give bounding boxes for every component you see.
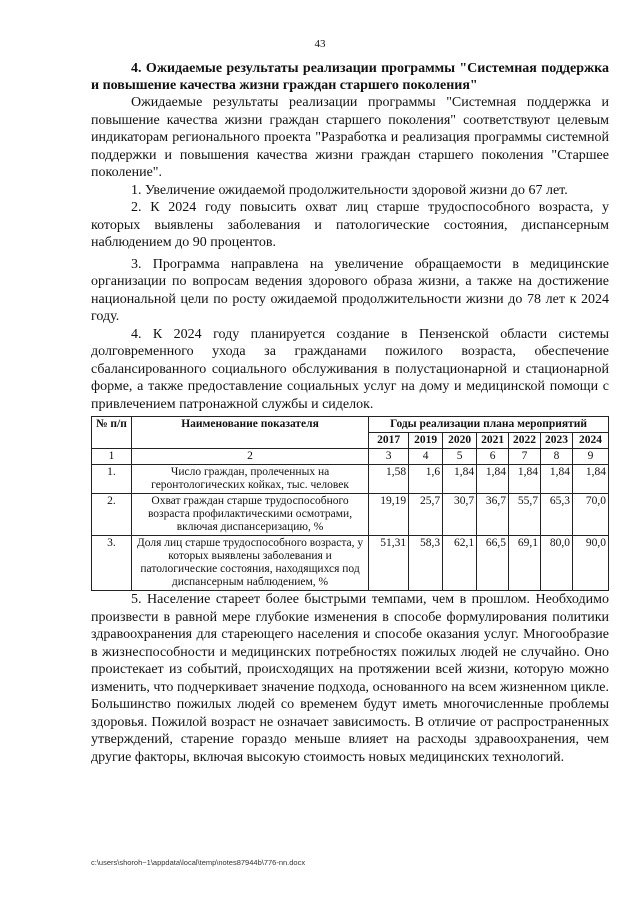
year-cell: 2022: [509, 433, 541, 449]
page-number: 43: [314, 38, 326, 50]
value-cell: 1,84: [541, 465, 573, 494]
value-cell: 1,6: [409, 465, 443, 494]
header-name: Наименование показателя: [131, 417, 368, 449]
file-path-footer: c:\users\shoroh~1\appdata\local\temp\notes87944b\776-nn.docx: [91, 858, 306, 867]
indicators-table: [91, 416, 609, 591]
value-cell: 69,1: [509, 536, 541, 591]
header-num: № п/п: [92, 417, 132, 449]
index-row: [92, 449, 609, 465]
index-cell: 1: [92, 449, 132, 465]
index-cell: 7: [509, 449, 541, 465]
index-cell: 4: [409, 449, 443, 465]
year-cell: 2024: [572, 433, 608, 449]
table-row: [92, 494, 609, 536]
row-name: Доля лиц старше трудоспособного возраста, у которых выявлены заболевания и патологические состояния, находящихся под диспансерным наблюдением, %: [131, 536, 368, 591]
year-cell: 2020: [443, 433, 477, 449]
value-cell: 90,0: [572, 536, 608, 591]
row-num: 2.: [92, 494, 132, 536]
value-cell: 62,1: [443, 536, 477, 591]
index-cell: 9: [572, 449, 608, 465]
value-cell: 80,0: [541, 536, 573, 591]
value-cell: 58,3: [409, 536, 443, 591]
value-cell: 36,7: [477, 494, 509, 536]
index-cell: 3: [369, 449, 409, 465]
row-num: 1.: [92, 465, 132, 494]
document-body: [91, 60, 609, 766]
item-1: 1. Увеличение ожидаемой продолжительности здоровой жизни до 67 лет.: [131, 182, 568, 198]
value-cell: 1,58: [369, 465, 409, 494]
item-2: 2. К 2024 году повысить охват лиц старше трудоспособного возраста, у которых выявлены заболевания и патологические состояния, диспансерным наблюдением до 90 процентов.: [91, 200, 609, 250]
value-cell: 1,84: [509, 465, 541, 494]
final-paragraph: 5. Население стареет более быстрыми темпами, чем в прошлом. Необходимо произвести в равной мере глубокие изменения в способе формулирования политики здравоохранения для стареющего населения и способе оказания услуг. Многообразие в жизнеспособности и медицинских потребностях пожилых людей не случайно. Оно проистекает из событий, происходящих на протяжении всей жизни, которую можно изменить, что подчеркивает значение подхода, основанного на всем жизненном цикле. Большинство пожилых людей со временем будут иметь многочисленные проблемы здоровья. Пожилой возраст не означает зависимость. В отличие от распространенных утверждений, старение гораздо меньше влияет на расходы здравоохранения, чем другие факторы, включая высокую стоимость новых медицинских технологий.: [91, 592, 609, 765]
table-row: [92, 465, 609, 494]
value-cell: 25,7: [409, 494, 443, 536]
row-name: Охват граждан старше трудоспособного возраста профилактическими осмотрами, включая диспансеризацию, %: [131, 494, 368, 536]
index-cell: 8: [541, 449, 573, 465]
value-cell: 51,31: [369, 536, 409, 591]
value-cell: 1,84: [572, 465, 608, 494]
row-num: 3.: [92, 536, 132, 591]
value-cell: 55,7: [509, 494, 541, 536]
index-cell: 2: [131, 449, 368, 465]
table-row: [92, 536, 609, 591]
header-years: Годы реализации плана мероприятий: [369, 417, 609, 433]
year-cell: 2019: [409, 433, 443, 449]
index-cell: 6: [477, 449, 509, 465]
item-3: 3. Программа направлена на увеличение обращаемости в медицинские организации по вопросам ведения здорового образа жизни, а также на достижение национальной цели по росту ожидаемой продолжительности жизни до 78 лет к 2024 году.: [91, 256, 609, 324]
value-cell: 19,19: [369, 494, 409, 536]
row-name: Число граждан, пролеченных на геронтологических койках, тыс. человек: [131, 465, 368, 494]
item-4: 4. К 2024 году планируется создание в Пензенской области системы долговременного ухода за гражданами пожилого возраста, обеспечение сбалансированного социального обслуживания в полустационарной и стационарной форме, а также предоставление социальных услуг на дому и медицинской помощи с привлечением патронажной службы и сиделок.: [91, 326, 609, 412]
year-cell: 2021: [477, 433, 509, 449]
section-heading: 4. Ожидаемые результаты реализации программы "Системная поддержка и повышение качества жизни граждан старшего поколения": [91, 61, 609, 93]
value-cell: 1,84: [477, 465, 509, 494]
value-cell: 66,5: [477, 536, 509, 591]
value-cell: 30,7: [443, 494, 477, 536]
value-cell: 70,0: [572, 494, 608, 536]
year-cell: 2023: [541, 433, 573, 449]
value-cell: 65,3: [541, 494, 573, 536]
year-cell: 2017: [369, 433, 409, 449]
index-cell: 5: [443, 449, 477, 465]
value-cell: 1,84: [443, 465, 477, 494]
intro-paragraph: Ожидаемые результаты реализации программы "Системная поддержка и повышение качества жизни граждан старшего поколения" соответствуют целевым индикаторам регионального проекта "Разработка и реализация программы системной поддержки и повышения качества жизни граждан старшего поколения "Старшее поколение".: [91, 95, 609, 180]
